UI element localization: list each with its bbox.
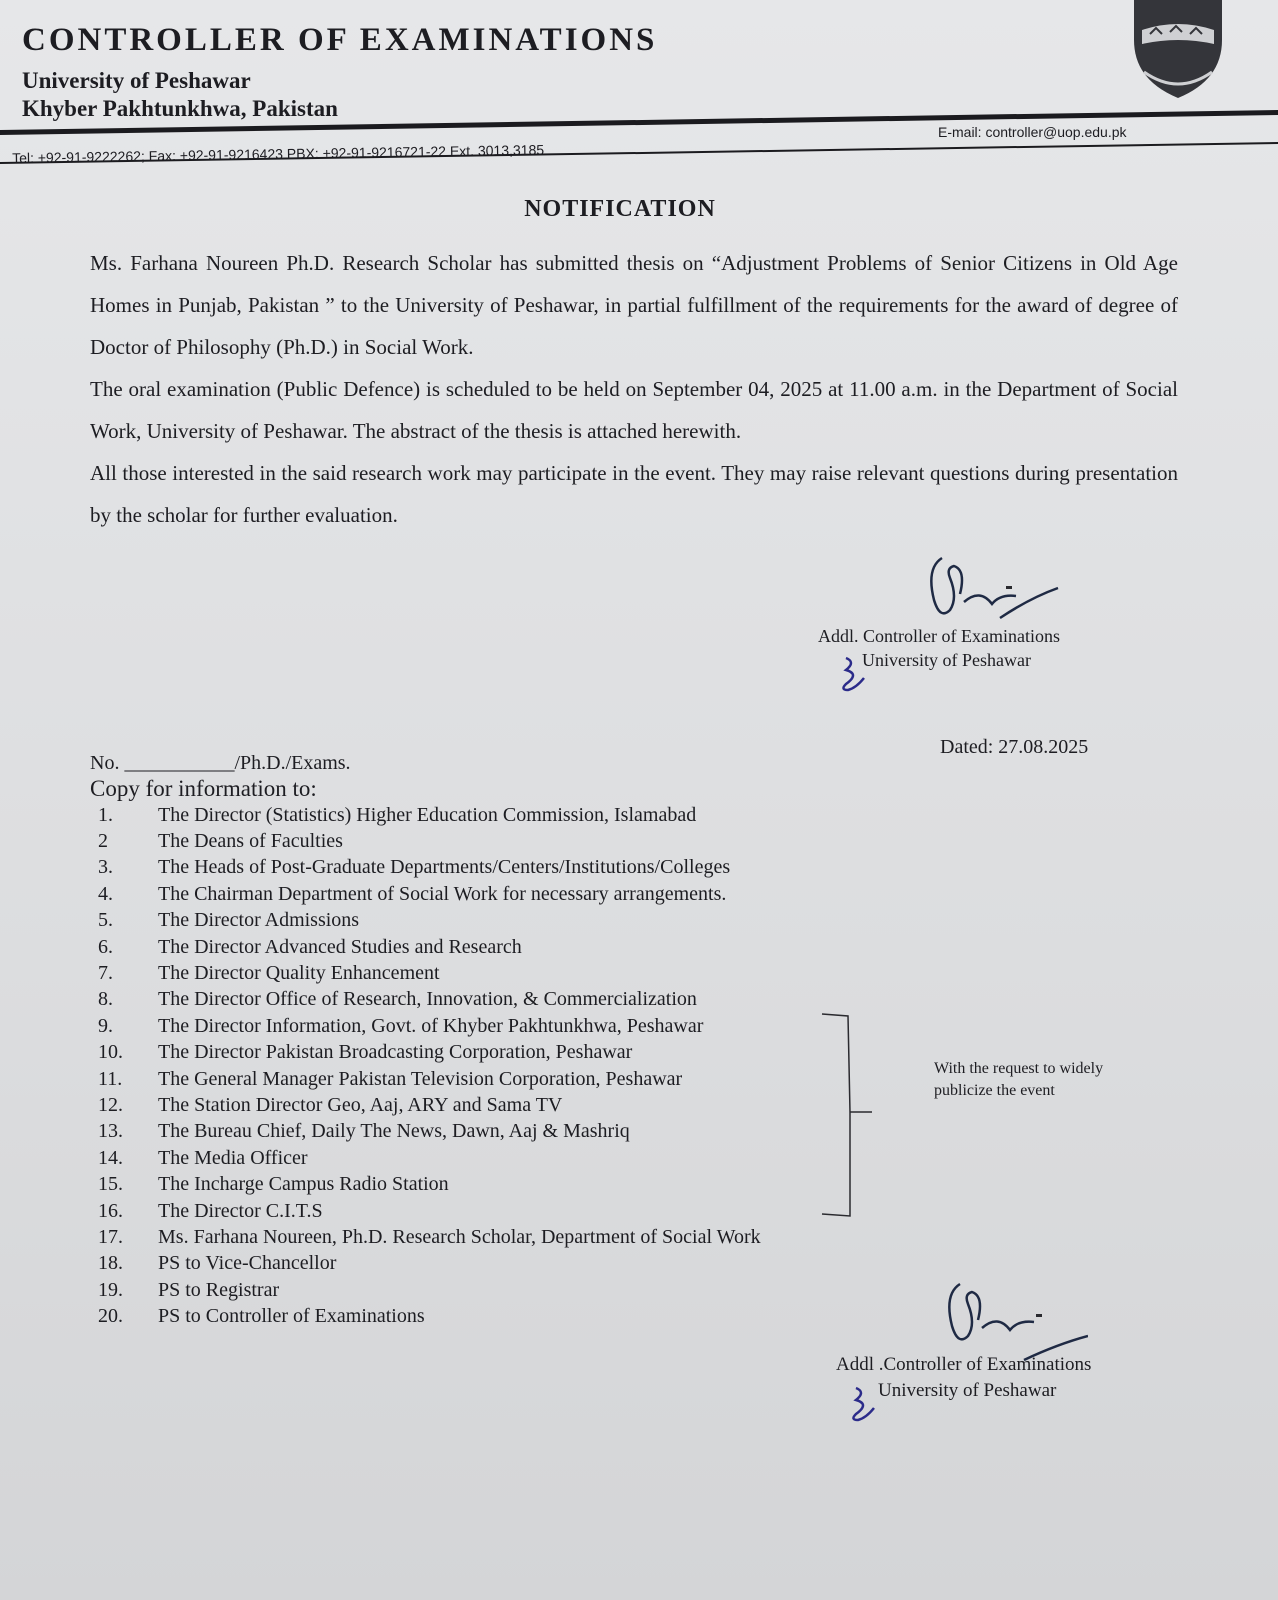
handwritten-signature-icon — [920, 548, 1070, 638]
copy-item-number: 2 — [98, 830, 108, 853]
copy-item-text: The Chairman Department of Social Work for necessary arrangements. — [158, 882, 727, 905]
copy-list-item — [90, 1013, 910, 1039]
copy-list-item — [90, 881, 910, 907]
copy-list-item — [90, 1224, 910, 1250]
copy-item-number: 8. — [98, 988, 113, 1011]
copy-list-item — [90, 1277, 910, 1303]
paragraph-thesis: Ms. Farhana Noureen Ph.D. Research Scholar has submitted thesis on “Adjustment Problems of Senior Citizens in Old Age Homes in Punjab, Pakistan ” to the University of Peshawar, in partial fulfillment of the requirements for the award of degree of Doctor of Philosophy (Ph.D.) in Social Work. — [90, 251, 1178, 359]
copy-list-item — [90, 908, 910, 934]
copy-item-text: The General Manager Pakistan Television Corporation, Peshawar — [158, 1067, 683, 1090]
copy-list — [90, 802, 910, 1330]
copy-item-text: The Director Office of Research, Innovation, & Commercialization — [158, 988, 697, 1011]
copy-item-text: The Director Pakistan Broadcasting Corporation, Peshawar — [158, 1041, 633, 1064]
copy-item-number: 17. — [98, 1225, 123, 1248]
copy-item-text: The Director (Statistics) Higher Education Commission, Islamabad — [158, 803, 697, 826]
notification-title: NOTIFICATION — [524, 196, 716, 222]
province-name: Khyber Pakhtunkhwa, Pakistan — [22, 96, 338, 121]
copy-list-item — [90, 1119, 910, 1145]
copy-item-text: The Director Quality Enhancement — [158, 962, 440, 985]
copy-list-item — [90, 1303, 910, 1329]
copy-item-text: The Bureau Chief, Daily The News, Dawn, Aaj & Mashriq — [158, 1120, 630, 1143]
initial-mark-icon — [846, 1384, 880, 1424]
notification-body — [90, 242, 1178, 536]
copy-item-number: 15. — [98, 1173, 123, 1196]
copy-item-text: The Director Advanced Studies and Research — [158, 935, 522, 958]
university-crest-icon — [1130, 0, 1226, 100]
publicize-note-line2: publicize the event — [934, 1082, 1055, 1099]
copy-item-number: 10. — [98, 1041, 123, 1064]
copy-item-number: 4. — [98, 882, 113, 905]
copy-item-text: Ms. Farhana Noureen, Ph.D. Research Scholar, Department of Social Work — [158, 1225, 761, 1248]
copy-item-number: 11. — [98, 1067, 123, 1090]
copy-list-item — [90, 960, 910, 986]
copy-item-text: The Director Admissions — [158, 909, 360, 932]
phone-numbers: Tel: +92-91-9222262; Fax: +92-91-9216423 PBX: +92-91-9216721-22 Ext. 3013,3185 — [12, 141, 545, 166]
copy-item-text: The Media Officer — [158, 1146, 308, 1169]
copy-item-text: PS to Registrar — [158, 1278, 280, 1301]
signatory-designation-2: Addl .Controller of Examinations — [836, 1354, 1092, 1375]
copy-list-item — [90, 1251, 910, 1277]
copy-list-item — [90, 1066, 910, 1092]
copy-item-number: 9. — [98, 1014, 113, 1037]
copy-item-number: 16. — [98, 1199, 123, 1222]
copy-list-item — [90, 1092, 910, 1118]
handwritten-signature-icon — [938, 1274, 1088, 1364]
copy-list-item — [90, 1040, 910, 1066]
copy-item-text: PS to Vice-Chancellor — [158, 1252, 337, 1275]
signatory-university: University of Peshawar — [862, 650, 1031, 670]
copy-item-text: The Heads of Post-Graduate Departments/Centers/Institutions/Colleges — [158, 856, 731, 879]
copy-item-number: 5. — [98, 909, 113, 932]
paragraph-oral-exam: The oral examination (Public Defence) is scheduled to be held on September 04, 2025 at 11.00 a.m. in the Department of Social Work, University of Peshawar. The abstract of the thesis is attached herewith. — [90, 377, 1178, 443]
copy-list-item — [90, 802, 910, 828]
university-name: University of Peshawar — [22, 68, 251, 93]
email-address: E-mail: controller@uop.edu.pk — [938, 124, 1127, 140]
copy-item-text: The Incharge Campus Radio Station — [158, 1173, 449, 1196]
copy-item-number: 3. — [98, 856, 113, 879]
reference-number: No. ___________/Ph.D./Exams. — [90, 752, 351, 774]
copy-item-number: 1. — [98, 803, 113, 826]
copy-item-text: The Director C.I.T.S — [158, 1199, 323, 1222]
copy-item-number: 13. — [98, 1120, 123, 1143]
copy-list-item — [90, 934, 910, 960]
copy-item-text: PS to Controller of Examinations — [158, 1305, 425, 1328]
copy-item-number: 12. — [98, 1093, 123, 1116]
copy-item-text: The Director Information, Govt. of Khyber Pakhtunkhwa, Peshawar — [158, 1014, 704, 1037]
copy-item-text: The Station Director Geo, Aaj, ARY and Sama TV — [158, 1093, 563, 1116]
signatory-designation: Addl. Controller of Examinations — [818, 626, 1060, 646]
copy-list-item — [90, 987, 910, 1013]
office-title: CONTROLLER OF EXAMINATIONS — [22, 22, 658, 58]
copy-item-number: 20. — [98, 1305, 123, 1328]
signature-dot — [1006, 586, 1012, 589]
copy-heading: Copy for information to: — [90, 776, 317, 801]
copy-list-item — [90, 1171, 910, 1197]
bracket-brace — [820, 1012, 880, 1218]
notification-date: Dated: 27.08.2025 — [940, 736, 1089, 758]
copy-item-number: 18. — [98, 1252, 123, 1275]
copy-list-item — [90, 1145, 910, 1171]
copy-list-item — [90, 828, 910, 854]
copy-item-number: 7. — [98, 962, 113, 985]
copy-item-text: The Deans of Faculties — [158, 830, 343, 853]
paragraph-participation: All those interested in the said research work may participate in the event. They may raise relevant questions during presentation by the scholar for further evaluation. — [90, 461, 1178, 527]
publicize-note — [934, 1058, 1103, 1102]
publicize-note-line1: With the request to widely — [934, 1060, 1104, 1077]
copy-item-number: 14. — [98, 1146, 123, 1169]
copy-item-number: 6. — [98, 935, 113, 958]
signatory-university-2: University of Peshawar — [878, 1380, 1057, 1401]
copy-item-number: 19. — [98, 1278, 123, 1301]
copy-list-item — [90, 1198, 910, 1224]
signature-dot — [1036, 1314, 1042, 1317]
copy-list-item — [90, 855, 910, 881]
